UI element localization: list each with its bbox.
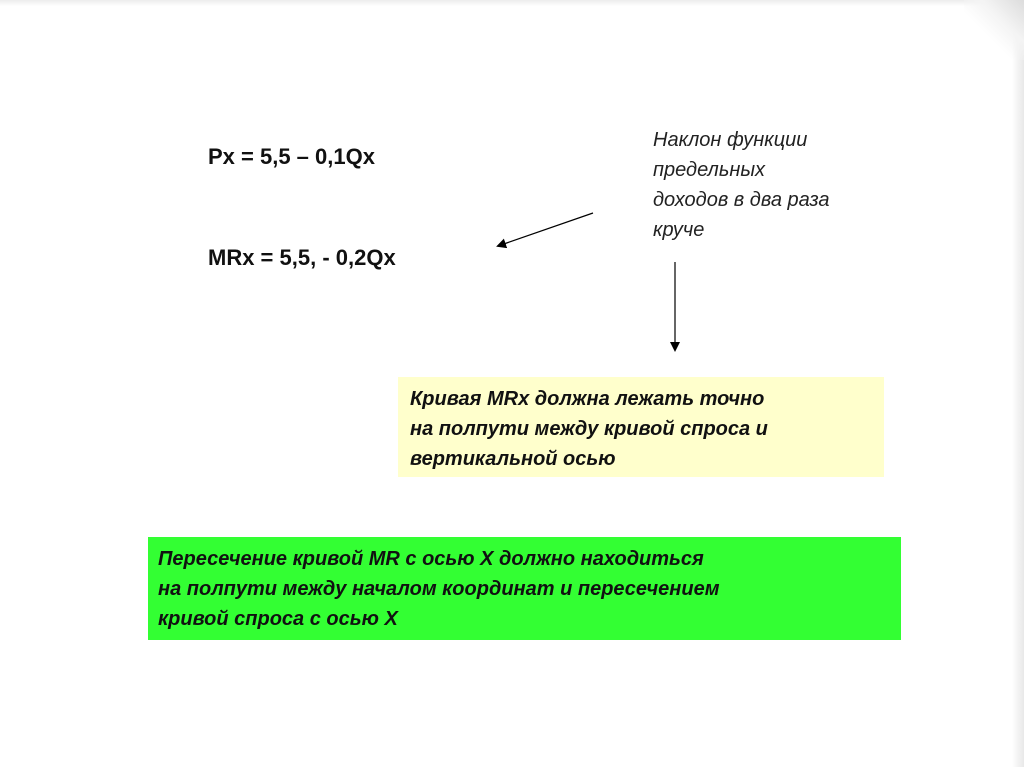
- price-formula: Px = 5,5 – 0,1Qx: [208, 144, 375, 169]
- slope-note-line: предельных: [653, 159, 766, 181]
- slope-note-line: Наклон функции: [653, 129, 808, 151]
- marginal-revenue-formula: MRx = 5,5, - 0,2Qx: [208, 245, 396, 270]
- arrow-to-mrx-formula: [498, 213, 593, 246]
- mr-curve-note-line: Кривая MRx должна лежать точно: [410, 388, 765, 410]
- mr-curve-note-line: на полпути между кривой спроса и: [410, 418, 768, 440]
- mr-intersection-note-box: [148, 537, 901, 640]
- mr-intersection-note-line: на полпути между началом координат и пересечением: [158, 578, 720, 600]
- mr-intersection-note-line: Пересечение кривой MR с осью X должно находиться: [158, 548, 704, 570]
- mr-intersection-note-line: кривой спроса с осью X: [158, 608, 398, 630]
- slope-note-line: круче: [653, 219, 705, 241]
- mr-curve-note-box: [398, 377, 884, 477]
- mr-curve-note-line: вертикальной осью: [410, 448, 616, 470]
- slope-note-line: доходов в два раза: [653, 189, 830, 211]
